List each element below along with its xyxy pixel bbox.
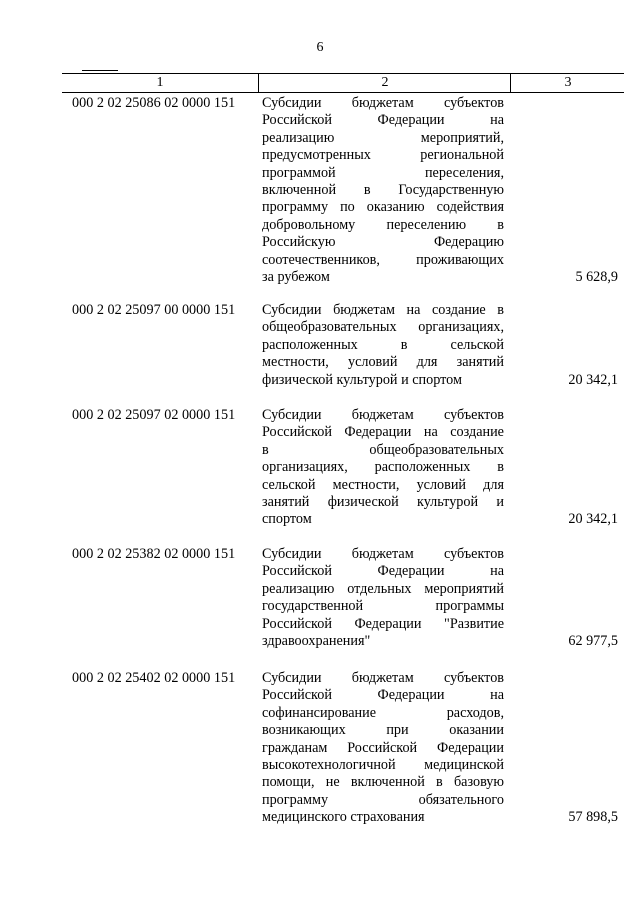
description-line: занятий физической культурой и [262, 493, 504, 510]
description [262, 670, 504, 827]
page-number: 6 [316, 40, 324, 55]
amount: 5 628,9 [575, 269, 618, 285]
column-header-1: 1 [156, 75, 164, 90]
description [262, 546, 504, 650]
description [262, 302, 504, 389]
description-line: Субсидии бюджетам на создание в [262, 302, 504, 318]
description [262, 407, 504, 529]
description-line: реализацию мероприятий, [262, 129, 504, 146]
description-line: Российской Федерации на [262, 112, 504, 129]
description-line: программу по оказанию содействия [262, 199, 504, 216]
description-line: возникающих при оказании [262, 722, 504, 739]
description-line: программу обязательного [262, 791, 504, 808]
description-line: сельской местности, условий для [262, 476, 504, 493]
header-short-rule [82, 70, 118, 71]
description-line: реализацию отдельных мероприятий [262, 580, 504, 597]
description-line: включенной в Государственную [262, 181, 504, 198]
description-line: спортом [262, 511, 312, 528]
description [262, 95, 504, 286]
budget-code: 000 2 02 25086 02 0000 151 [72, 95, 236, 111]
description-line: высокотехнологичной медицинской [262, 756, 504, 773]
description-line: общеобразовательных организациях, [262, 319, 504, 336]
amount: 57 898,5 [568, 809, 618, 826]
description-line: за рубежом [262, 268, 330, 285]
description-line: добровольному переселению в [262, 216, 504, 233]
description-line: предусмотренных региональной [262, 147, 504, 164]
description-line: Российской Федерации на [262, 687, 504, 704]
description-line: софинансирование расходов, [262, 704, 504, 721]
description-line: программой переселения, [262, 164, 504, 181]
column-header-2: 2 [258, 74, 511, 92]
amount: 62 977,5 [568, 633, 618, 649]
description-line: расположенных в сельской [262, 336, 504, 353]
description-line: помощи, не включенной в базовую [262, 774, 504, 791]
description-line: медицинского страхования [262, 809, 425, 826]
description-line: Российской Федерации "Развитие [262, 615, 504, 632]
description-line: Российскую Федерацию [262, 234, 504, 251]
column-header-row [62, 74, 624, 93]
budget-code: 000 2 02 25382 02 0000 151 [72, 546, 236, 562]
description-line: Субсидии бюджетам субъектов [262, 546, 504, 562]
budget-code: 000 2 02 25097 02 0000 151 [72, 407, 236, 423]
description-line: гражданам Российской Федерации [262, 739, 504, 756]
description-line: организациях, расположенных в [262, 459, 504, 476]
description-line: государственной программы [262, 598, 504, 615]
budget-code: 000 2 02 25402 02 0000 151 [72, 670, 236, 686]
column-header-3: 3 [510, 74, 625, 92]
description-line: здравоохранения" [262, 632, 371, 649]
description-line: соотечественников, проживающих [262, 251, 504, 268]
amount: 20 342,1 [568, 511, 618, 528]
description-line: местности, условий для занятий [262, 354, 504, 371]
amount: 20 342,1 [568, 371, 618, 388]
description-line: Субсидии бюджетам субъектов [262, 407, 504, 423]
description-line: Субсидии бюджетам субъектов [262, 95, 504, 111]
description-line: Субсидии бюджетам субъектов [262, 670, 504, 686]
description-line: в общеобразовательных [262, 441, 504, 458]
description-line: Российской Федерации на [262, 563, 504, 580]
description-line: физической культурой и спортом [262, 371, 462, 388]
description-line: Российской Федерации на создание [262, 424, 504, 441]
budget-code: 000 2 02 25097 00 0000 151 [72, 302, 236, 318]
